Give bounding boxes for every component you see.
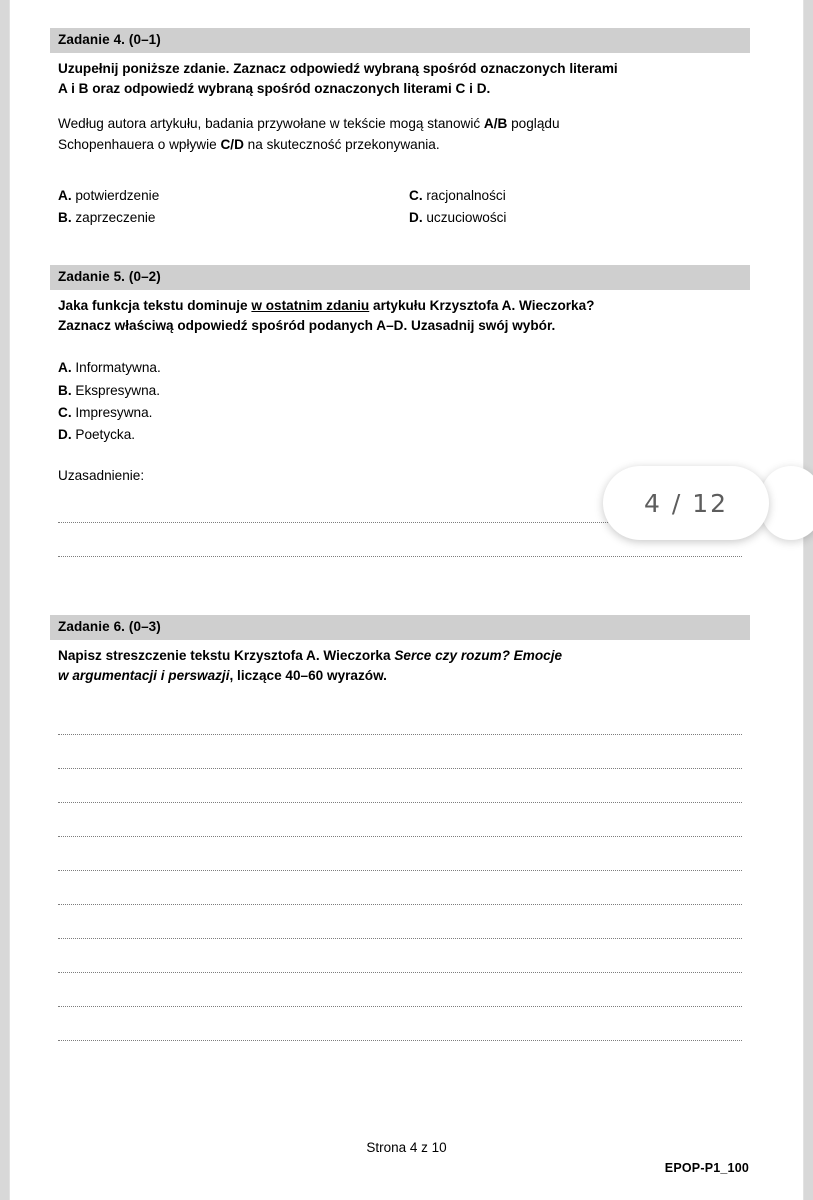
task-5-option-b-letter: B. bbox=[58, 382, 72, 398]
task-5-answer-label: Uzasadnienie: bbox=[58, 468, 145, 483]
answer-rule bbox=[58, 1006, 742, 1007]
task-5-option-a[interactable] bbox=[58, 357, 742, 379]
task-5-prompt-text-b: artykułu Krzysztofa A. Wieczorka? bbox=[369, 297, 595, 313]
task-6-answer-line-5[interactable] bbox=[50, 843, 750, 877]
task-5-option-a-text: Informatywna. bbox=[75, 360, 161, 376]
task-5-options bbox=[50, 357, 750, 446]
task-4-option-c-letter: C. bbox=[409, 188, 423, 204]
task-6-answer-line-6[interactable] bbox=[50, 877, 750, 911]
task-4-body bbox=[50, 114, 750, 155]
answer-rule bbox=[58, 768, 742, 769]
task-6-prompt-title-part-1: Serce czy rozum? Emocje bbox=[394, 647, 563, 663]
task-5-option-d[interactable] bbox=[58, 424, 742, 446]
task-5-prompt bbox=[50, 290, 750, 335]
task-4-option-a-text: potwierdzenie bbox=[75, 188, 160, 204]
task-4-option-b-letter: B. bbox=[58, 210, 72, 226]
task-6-prompt-text-b: , liczące 40–60 wyrazów. bbox=[229, 667, 387, 683]
task-5-prompt-underlined: w ostatnim zdaniu bbox=[251, 297, 370, 313]
answer-rule bbox=[58, 870, 742, 871]
task-4-prompt-line-1: Uzupełnij poniższe zdanie. Zaznacz odpowiedź wybraną spośród oznaczonych literami bbox=[58, 60, 618, 76]
task-6-answer-line-9[interactable] bbox=[50, 979, 750, 1013]
task-4-options-left bbox=[58, 185, 391, 229]
task-6-answer-line-7[interactable] bbox=[50, 911, 750, 945]
task-5-option-b-text: Ekspresywna. bbox=[75, 382, 160, 398]
task-6-answer-line-2[interactable] bbox=[50, 741, 750, 775]
answer-rule bbox=[58, 556, 742, 557]
task-4-header: Zadanie 4. (0–1) bbox=[50, 28, 750, 53]
task-4-body-line-2 bbox=[58, 135, 742, 155]
task-5-option-b[interactable] bbox=[58, 380, 742, 402]
task-4-body-text-2c: na skuteczność przekonywania. bbox=[243, 136, 440, 152]
answer-rule bbox=[58, 836, 742, 837]
page-footer: Strona 4 z 10 bbox=[366, 1140, 447, 1155]
task-4-prompt-line-2: A i B oraz odpowiedź wybraną spośród oznaczonych literami C i D. bbox=[58, 80, 491, 96]
task-6-prompt bbox=[50, 640, 750, 685]
task-4-option-d-text: uczuciowości bbox=[426, 210, 507, 226]
task-5-prompt-line-2: Zaznacz właściwą odpowiedź spośród podanych A–D. Uzasadnij swój wybór. bbox=[58, 317, 556, 333]
task-5-option-d-letter: D. bbox=[58, 426, 72, 442]
task-4-choice-ab: A/B bbox=[483, 116, 508, 132]
task-4-option-d[interactable] bbox=[409, 207, 742, 229]
answer-rule bbox=[58, 734, 742, 735]
task-4-body-text-1c: poglądu bbox=[507, 116, 560, 132]
task-6-answer-line-4[interactable] bbox=[50, 809, 750, 843]
task-6-answer-line-10[interactable] bbox=[50, 1013, 750, 1047]
task-5-option-a-letter: A. bbox=[58, 360, 72, 376]
task-4-options bbox=[50, 185, 750, 229]
answer-rule bbox=[58, 904, 742, 905]
task-4-option-d-letter: D. bbox=[409, 210, 423, 226]
task-6-prompt-text-a: Napisz streszczenie tekstu Krzysztofa A. Wieczorka bbox=[58, 647, 395, 663]
task-5-prompt-text-a: Jaka funkcja tekstu dominuje bbox=[58, 297, 252, 313]
task-6-prompt-line-1 bbox=[58, 646, 742, 666]
task-4-option-c-text: racjonalności bbox=[426, 188, 506, 204]
task-4-body-line-1 bbox=[58, 114, 742, 134]
task-4-choice-cd: C/D bbox=[220, 136, 244, 152]
task-6-prompt-line-2 bbox=[58, 666, 742, 686]
task-4-option-a-letter: A. bbox=[58, 188, 72, 204]
task-5-prompt-line-1 bbox=[58, 296, 742, 316]
task-5-header: Zadanie 5. (0–2) bbox=[50, 265, 750, 290]
task-6-prompt-title-part-2: w argumentacji i perswazji bbox=[58, 667, 230, 683]
answer-rule bbox=[58, 938, 742, 939]
task-4-option-a[interactable] bbox=[58, 185, 391, 207]
task-4-body-text-1a: Według autora artykułu, badania przywołane w tekście mogą stanowić bbox=[58, 116, 484, 132]
exam-code: EPOP-P1_100 bbox=[664, 1161, 749, 1175]
task-5-option-d-text: Poetycka. bbox=[75, 426, 136, 442]
task-4-option-b[interactable] bbox=[58, 207, 391, 229]
task-6-answer-line-1[interactable] bbox=[50, 707, 750, 741]
page-counter: 4 / 12 bbox=[603, 466, 769, 540]
task-4-options-right bbox=[391, 185, 742, 229]
task-5-option-c-text: Impresywna. bbox=[75, 404, 153, 420]
answer-rule bbox=[58, 802, 742, 803]
task-4-option-c[interactable] bbox=[409, 185, 742, 207]
task-6-header: Zadanie 6. (0–3) bbox=[50, 615, 750, 640]
task-6-answer-line-3[interactable] bbox=[50, 775, 750, 809]
task-6-answer-line-8[interactable] bbox=[50, 945, 750, 979]
task-4-body-text-2a: Schopenhauera o wpływie bbox=[58, 136, 221, 152]
task-5-option-c-letter: C. bbox=[58, 404, 72, 420]
document-page bbox=[10, 0, 803, 1200]
answer-rule bbox=[58, 972, 742, 973]
task-4-prompt bbox=[50, 53, 750, 98]
answer-rule bbox=[58, 1040, 742, 1041]
task-5-option-c[interactable] bbox=[58, 402, 742, 424]
task-4-option-b-text: zaprzeczenie bbox=[75, 210, 156, 226]
